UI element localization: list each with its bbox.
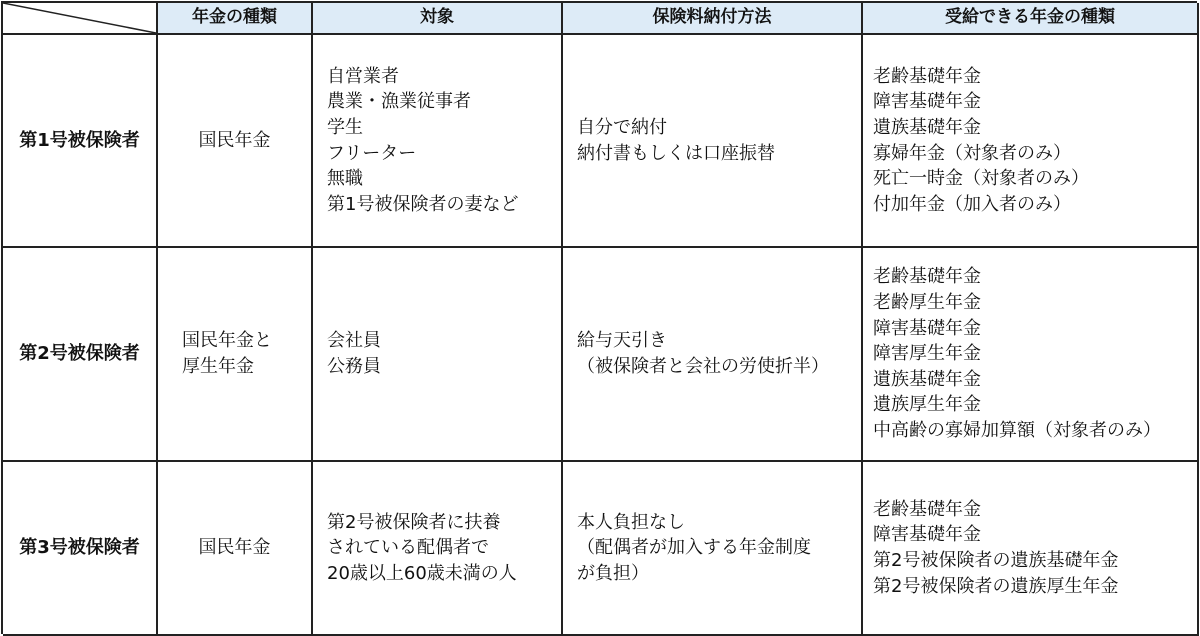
header-benefits: 受給できる年金の種類 [863,3,1199,35]
target-line: 農業・漁業従事者 [327,91,471,113]
pension-type-line: 国民年金 [198,129,271,151]
benefit-line: 障害基礎年金 [873,91,981,113]
target-line: 第1号被保険者の妻など [327,193,519,215]
target-line: フリーター [327,142,417,164]
corner-cell [3,3,158,35]
benefit-line: 障害基礎年金 [873,317,981,339]
benefit-line: 老齢基礎年金 [873,498,981,520]
payment-cell [563,35,863,248]
payment-line: 給与天引き [577,330,667,352]
target-cell [313,248,563,462]
benefit-line: 老齢基礎年金 [873,266,981,288]
benefit-line: 第2号被保険者の遺族厚生年金 [873,575,1119,597]
target-line: 会社員 [327,330,381,352]
target-cell [313,462,563,636]
benefits-cell [863,35,1199,248]
payment-line: 自分で納付 [577,116,667,138]
header-target: 対象 [313,3,563,35]
benefits-cell [863,248,1199,462]
pension-type-line: 厚生年金 [182,356,254,377]
row-category: 第1号被保険者 [3,35,158,248]
pension-type-line: 国民年金 [198,537,271,559]
benefit-line: 寡婦年金（対象者のみ） [873,142,1071,164]
payment-line: 納付書もしくは口座振替 [577,142,775,164]
benefit-line: 老齢基礎年金 [873,65,981,87]
benefits-cell [863,462,1199,636]
target-line: されている配偶者で [327,537,489,559]
payment-line: が負担） [577,562,649,584]
pension-table [1,1,1197,634]
target-cell [313,35,563,248]
benefit-line: 障害厚生年金 [873,343,981,365]
benefit-line: 付加年金（加入者のみ） [873,193,1071,215]
payment-line: （被保険者と会社の労使折半） [577,356,829,377]
benefit-line: 中高齢の寡婦加算額（対象者のみ） [873,419,1161,441]
header-payment-method: 保険料納付方法 [563,3,863,35]
row-category: 第2号被保険者 [3,248,158,462]
diagonal-line [3,3,156,33]
benefit-line: 遺族厚生年金 [873,394,981,416]
target-line: 学生 [327,116,363,138]
payment-line: 本人負担なし [577,511,685,533]
benefit-line: 死亡一時金（対象者のみ） [873,168,1089,190]
target-line: 20歳以上60歳未満の人 [327,562,517,584]
benefit-line: 遺族基礎年金 [873,116,981,138]
payment-cell [563,462,863,636]
benefit-line: 障害基礎年金 [873,524,981,546]
header-pension-type: 年金の種類 [158,3,313,35]
target-line: 自営業者 [327,65,399,87]
pension-type-cell [158,462,313,636]
target-line: 第2号被保険者に扶養 [327,511,501,533]
target-line: 無職 [327,168,363,190]
row-category: 第3号被保険者 [3,462,158,636]
pension-type-cell [158,248,313,462]
benefit-line: 第2号被保険者の遺族基礎年金 [873,550,1119,571]
pension-type-line: 国民年金と [182,330,272,352]
pension-type-cell [158,35,313,248]
benefit-line: 老齢厚生年金 [873,292,981,314]
payment-line: （配偶者が加入する年金制度 [577,537,811,559]
benefit-line: 遺族基礎年金 [873,368,981,390]
payment-cell [563,248,863,462]
target-line: 公務員 [327,356,381,377]
